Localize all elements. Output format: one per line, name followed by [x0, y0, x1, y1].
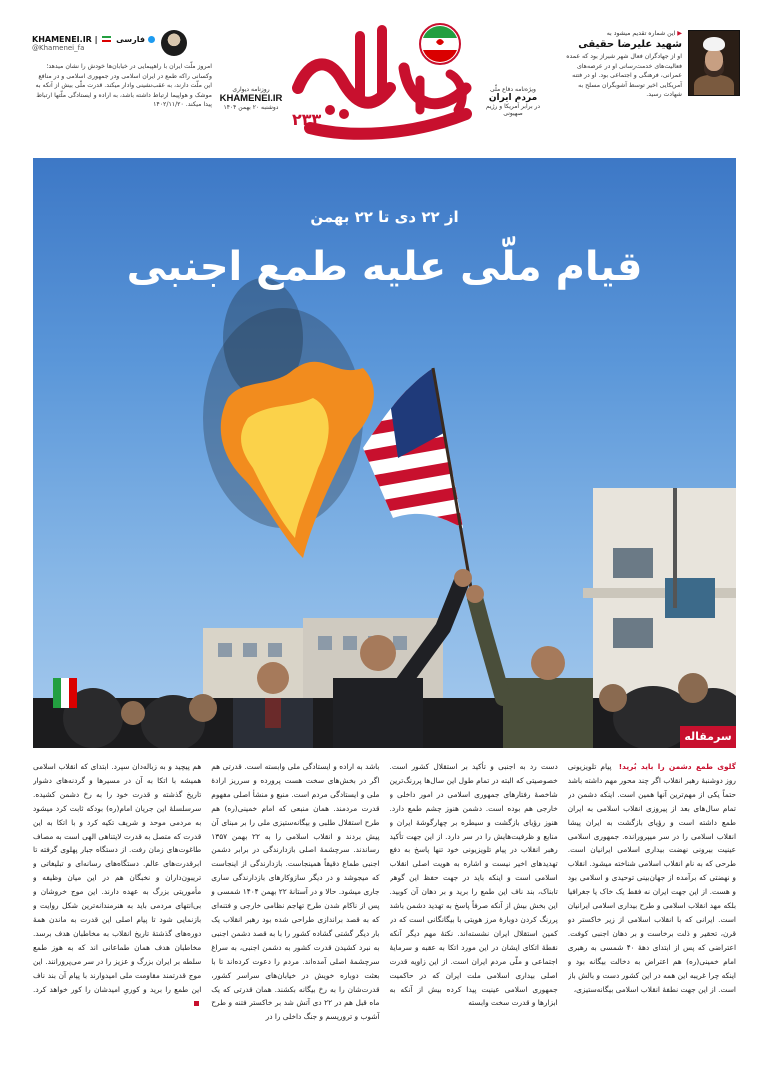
play-icon: ▶: [677, 30, 682, 37]
martyr-dedication: [560, 30, 740, 130]
column-text: باشد به اراده و ایستادگی ملی وابسته است. قدرتی هم اگر در بخش‌های سخت هست پرورده و سرریز ارادهٔ ملی و ایستادگی مردم است. منبع و منشأ اصلی مفهوم قدرت مردمند. همان منبعی که امام خمینی(ره) هم طرح استقلال طلبی و بیگانه‌ستیزی ملی را بر مبنای آن پیش بردند و انقلاب اسلامی را به ۲۲ بهمن ۱۳۵۷ رساندند. سرچشمهٔ اصلی بازدارندگی در برابر دشمن اجنبی طماع دقیقاً همینجاست. بازدارندگی از اینجاست که میجوشد و در دیگر سازوکارهای بازدارندگی ساری جاری میشود. حالا و در آستانهٔ ۲۲ بهمن ۱۴۰۴ شمسی و پس از ناکام شدن طرح تهاجم نظامی خارجی و فتنه‌ای که به قصد براندازی طراحی شده بود رهبر انقلاب یک بار دیگر گشتی گشاده کشور را با به قصد دشمن اجنبی به نبرد کشیدن قدرت کشور به دشمن اجنبی، به سراغ سرچشمهٔ اصلی آمده‌اند. مردم را دعوت کرده‌اند تا با بعثت دوباره خویش در خیابان‌های سراسر کشور، قدرت‌شان را به رخ بیگانه بکشند. همان قدرتی که یک ماه قبل هم در ۲۲ دی آتش شد بر خاکستر فتنه و طرح آشوب و تروریسم و جنگ داخلی را در: [211, 762, 380, 1022]
hero-subtitle: از ۲۲ دی تا ۲۲ بهمن: [310, 208, 459, 226]
column-text: دست رد به اجنبی و تأکید بر استقلال کشور است. خصوصیتی که البته در تمام طول این سال‌ها پررنگ‌ترین شاخصهٔ رفتارهای جمهوری اسلامی در امور داخلی و خارجی هم بوده است. دشمن هنوز چشم طمع دارد. هنوز رؤیای بازگشت و سیطره بر چهارگوشهٔ ایران و منابع و ظرفیت‌هایش را در سر دارد. از این جهت تأکید رهبر انقلاب در پیام تلویزیونی خود تنها پاسخ به دفع تهدیدهای اخیر نیست و اشاره به هویت اصلی انقلاب اسلامی است و اینکه باید در جهت حفظ این گوهر تابناک، بند ناف این طمع را برید و بر دهان آن کوبید. این بخش بیش از آنکه صرفاً پاسخ به تهدید دشمن باشد پررنگ کردن دوبارهٔ مرز هویتی با بیگانگانی است که در کمین استقلال ایران نشسته‌اند. نکتهٔ مهم دیگر آنکه نقطهٔ اتکای ایشان در این مورد اتکا به عقبه و سرمایهٔ اجتماعی و ملّی مردم ایران است. از این زاویه قدرت اصلی بیداری اسلامی ملت ایران که در حاکمیت جمهوری اسلامی عینیت پیدا کرده بیش از آنکه به ابزارها و قدرت سخت وابسته: [389, 762, 558, 1008]
editorial-lead: گلوی طمع دشمن را باید بُرید!: [618, 762, 736, 771]
issue-theme: [478, 86, 548, 117]
martyr-name: شهید علیرضا حقیقی: [578, 39, 682, 50]
masthead-logo: [290, 18, 478, 148]
column-3: [211, 760, 379, 1060]
column-2: [390, 760, 558, 1060]
issue-site: KHAMENEI.IR: [219, 93, 283, 104]
tweet-subhandle: @Khamenei_fa: [32, 43, 85, 52]
hero-photo: [33, 158, 736, 748]
issue-info: [215, 86, 287, 111]
leader-tweet: [32, 30, 212, 110]
martyr-bio: او از جهادگران فعال شهر شیراز بود که عمده فعالیت‌های خدمت‌رسانی او در عرصه‌های عمرانی، فرهنگی و اجتماعی بود. او در فتنه آمریکایی اخیر توسط آشوبگران مسلح به شهادت رسید.: [566, 53, 682, 99]
theme-line-1: ویژه‌نامه دفاع ملّی: [490, 86, 536, 93]
theme-line-3: در برابر آمریکا و رژیم صهیونی: [485, 103, 541, 117]
issue-number: ۲۳۳: [292, 110, 322, 129]
issue-type: روزنامه دیواری: [232, 86, 270, 93]
tweet-lang: فارسی: [116, 34, 145, 44]
end-mark-icon: [194, 1001, 199, 1006]
column-text: هم پیچید و به زباله‌دان سپرد. ابتدای که انقلاب اسلامی همیشه با اتکا به آن در مسیرها و گردنه‌های دشوار تاریخ گذشته و قدرت خود را به رخ دشمن کشیده. سرسلسلهٔ این جریان امام(ره) بودکه ثابت کرد میشود به مردمی موحد و شریف تکیه کرد و با اتکا به این قدرت که متصل به قدرت لایتناهی الهی است به مصاف طاغوت‌های زمان رفت. از دستگاه جبار پهلوی گرفته تا ابرقدرت‌های عالم. دستگاه‌های رسانه‌ای و تبلیغاتی و تریبون‌داران و نخبگان هم در این میان وظیفه و مأموریتی بزرگ به عهده دارند. این موج خروشان و بی‌انتهای مردمی باید به هنرمندانه‌ترین شکل روایت و بازنمایی شود تا پیام اصلی این قدرت به ماندن همهٔ دوره‌های گذشتهٔ تاریخ انقلاب به مخاطبان هدف برسد. مخاطبان هدف همان طماعانی اند که به هوز طمع سلطه بر ایران بزرگ و عزیز را در سر می‌پرورانند. این موج قدرتمند مقاومت ملی امیدوارند با پیام آن بند ناف این طمع را برید و کوریِ امیدشان را کور خواهد کرد.: [33, 762, 202, 994]
verified-icon: [148, 36, 155, 43]
issue-date: دوشنبه ۲۰ بهمن ۱۴۰۴: [223, 104, 279, 111]
column-text: پیام تلویزیونی روز دوشنبهٔ رهبر انقلاب اگر چند محور مهم داشته باشد حتماً یکی از مهم‌ترین آنها همین است. اینکه دشمن در تمام سال‌های بعد از پیروزی انقلاب اسلامی به ایران طمع داشته است و رؤیای بازگشت به ایران پیشا انقلاب اسلامی را در سر میپرورانده. جمهوری اسلامی عینیت بیرونی نهضت بیداری اسلامی ایرانیان است. طرحی که به نام انقلاب اسلامی شناخته میشود. انقلاب و نهضتی که برآمده از جهان‌بینی توحیدی و اسلامی بود و هست. از این جهت ایران نه فقط یک خاک یا جغرافیا بلکه مهد انقلاب اسلامی و طرح بیداری اسلامی ایرانیان است. ایرانی که با انقلاب اسلامی از زیر خاکستر دو قرن، تحقیر و ذلت برخاست و بر دهان اجنبی کوفت. اعتراضی که پس از ابتدای دههٔ ۴۰ شمسی به رهبری امام خمینی(ره) هم اعتراض به دخالت بیگانه بود و اینکه چرا غریبه این همه در این کشور دست و بالش باز است. از این جهت نطفهٔ انقلاب اسلامی بیگانه‌ستیزی،: [567, 762, 736, 994]
tweet-handle-row: KHAMENEI.IR | فارسی @Khamenei_fa: [32, 30, 212, 56]
martyr-portrait: [688, 30, 740, 96]
hero-title: قیام ملّی علیه طمع اجنبی: [126, 244, 643, 290]
tweet-text: امروز ملّت ایران با راهپیمایی در خیابان‌ها خودش را نشان میدهد؛ وکسانی راکه طمع در ایران اسلامی ودر جمهوری اسلامی و در منافع این ملّت دارند، به عقب‌نشینی وادار میکند. قدرت ملّی بیش از آنکه به موشک و هواپیما ارتباط داشته باشد، به اراده و ایستادگی ملّتها ارتباط پیدا میکند. ۱۴۰۲/۱۱/۲۰: [35, 63, 212, 109]
editorial-badge: سرمقاله: [680, 726, 736, 748]
martyr-kicker: این شماره تقدیم میشود به: [606, 30, 676, 37]
tweet-handle: KHAMENEI.IR: [32, 34, 92, 44]
editorial-columns: [33, 760, 736, 1060]
theme-line-2: مردم ایران: [488, 93, 538, 103]
column-1: [568, 760, 736, 1060]
avatar: [161, 30, 187, 56]
column-4: [33, 760, 201, 1060]
masthead-header: [0, 0, 768, 158]
iran-flag-icon: [102, 36, 111, 42]
